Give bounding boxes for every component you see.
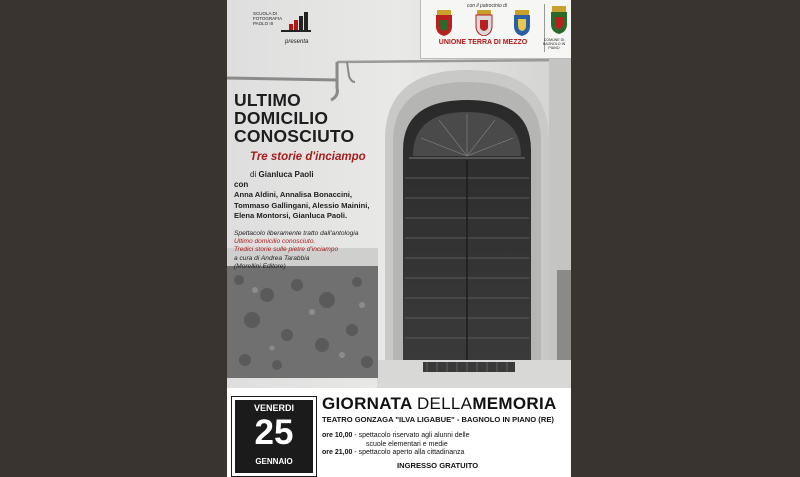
title-line: ULTIMO bbox=[234, 90, 301, 110]
day-of-week: VENERDI bbox=[253, 403, 294, 413]
schedule-evening bbox=[322, 448, 562, 457]
anthology-editor: a cura di Andrea Tarabbia bbox=[234, 254, 310, 262]
patronage-box bbox=[420, 0, 571, 59]
schedule-desc: scuole elementari e medie bbox=[366, 441, 448, 448]
heading-word: MEMORIA bbox=[472, 394, 557, 413]
show-subtitle: Tre storie d'inciampo bbox=[250, 151, 366, 163]
union-label: UNIONE TERRA DI MEZZO bbox=[438, 39, 528, 46]
anthology-book-subtitle: Tredici storie sulle pietre d'inciampo bbox=[234, 246, 339, 254]
author-line bbox=[250, 170, 314, 179]
title-line: DOMICILIO bbox=[234, 108, 329, 128]
heading-word: GIORNATA bbox=[322, 394, 412, 413]
anthology-line: Spettacolo liberamente tratto dall'antologia bbox=[234, 230, 359, 237]
municipal-crest-icon bbox=[473, 10, 495, 36]
schedule-time: ore 10,00 bbox=[322, 432, 353, 439]
event-heading bbox=[322, 394, 557, 414]
venue: TEATRO GONZAGA "ILVA LIGABUE" - BAGNOLO IN PIANO (RE) bbox=[322, 415, 554, 424]
title-line: CONOSCIUTO bbox=[234, 126, 355, 146]
municipal-crest-icon bbox=[433, 10, 455, 36]
schedule-time: ore 21,00 bbox=[322, 449, 353, 456]
anthology-book-title: Ultimo domicilio conosciuto. bbox=[234, 238, 316, 246]
schedule-desc: - spettacolo aperto alla cittadinanza bbox=[354, 449, 465, 456]
anthology-publisher: (Morellini Editore) bbox=[234, 262, 286, 270]
heading-word: DELLA bbox=[416, 394, 473, 413]
event-info-panel bbox=[227, 388, 571, 477]
show-title bbox=[234, 91, 354, 145]
cast-list bbox=[234, 190, 384, 222]
event-poster bbox=[227, 0, 571, 477]
cast-line: Anna Aldini, Annalisa Bonaccini, bbox=[234, 190, 352, 199]
bagnolo-label: COMUNE DI BAGNOLO IN PIANO bbox=[542, 38, 566, 50]
cast-line: Tommaso Gallingani, Alessio Mainini, bbox=[234, 200, 370, 210]
author-prefix: di bbox=[250, 170, 257, 179]
municipal-crest-icon bbox=[548, 6, 570, 34]
free-entry: INGRESSO GRATUITO bbox=[397, 461, 479, 470]
day-number: 25 bbox=[254, 413, 294, 452]
cast-intro: con bbox=[234, 180, 249, 189]
bar-logo-icon bbox=[281, 12, 311, 36]
logo-text: SCUOLA DI FOTOGRAFIA PAOLO III bbox=[253, 11, 282, 26]
municipal-crest-icon bbox=[511, 10, 533, 36]
month: GENNAIO bbox=[255, 457, 293, 466]
author-name: Gianluca Paoli bbox=[258, 170, 314, 179]
presenta-text: presenta bbox=[285, 39, 309, 45]
schedule-desc: - spettacolo riservato agli alunni delle bbox=[354, 432, 470, 439]
patronage-label: con il patrocinio di bbox=[466, 3, 508, 9]
cast-line: Elena Montorsi, Gianluca Paoli. bbox=[234, 211, 348, 220]
anthology-credit bbox=[234, 230, 394, 271]
date-box bbox=[232, 397, 316, 476]
schedule-morning bbox=[322, 431, 562, 449]
